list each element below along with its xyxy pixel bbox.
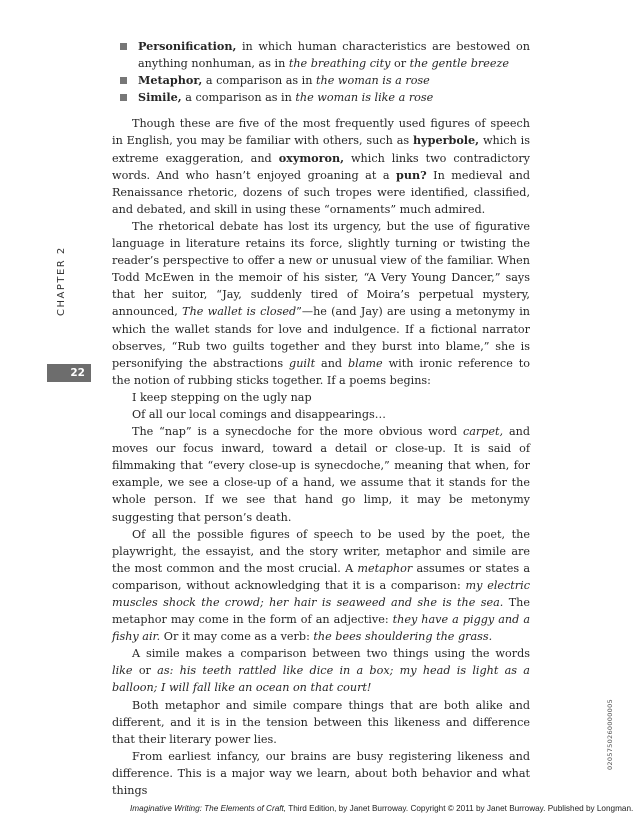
- body-text: [112, 38, 530, 799]
- paragraph: A simile makes a comparison between two things using the words like or as: his teeth rattled like dice in a box; my head is light as a balloon; I will fall like an ocean on that court!: [112, 647, 530, 695]
- chapter-label: CHAPTER 2: [56, 246, 67, 316]
- paragraph: The “nap” is a synecdoche for the more obvious word carpet, and moves our focus inward, toward a detail or close-up. It is said of filmmaking that “every close-up is synecdoche,” meaning that when, for example, we see a close-up of a hand, we assume that it stands for the whole person. If we see that hand go limp, it may be metonymy suggesting that person’s death.: [112, 425, 530, 524]
- paragraph: Of all the possible figures of speech to be used by the poet, the playwright, the essayist, and the story writer, metaphor and simile are the most common and the most crucial. A metaphor assumes or states a comparison, without acknowledging that it is a comparison: my electric muscles shock the crowd; her hair is seaweed and she is the sea. The metaphor may come in the form of an adjective: they have a piggy and a fishy air. Or it may come as a verb: the bees shouldering the grass.: [112, 527, 531, 644]
- paragraph: Though these are five of the most frequently used figures of speech in English, you may be familiar with others, such as hyperbole, which is extreme exaggeration, and oxymoron, which links two contradictory words. And who hasn’t enjoyed groaning at a pun? In medieval and Renaissance rhetoric, dozens of such tropes were identified, classified, and debated, and skill in using these “ornaments” much admired.: [112, 117, 531, 216]
- poem-line: Of all our local comings and disappearings…: [132, 407, 386, 421]
- square-bullet-icon: [120, 94, 127, 101]
- bullet-list: [112, 38, 530, 106]
- square-bullet-icon: [120, 77, 127, 84]
- page-number: 22: [47, 364, 91, 382]
- list-item: Metaphor, a comparison as in the woman is a rose: [112, 72, 530, 89]
- poem-quote: [112, 389, 530, 423]
- list-item: Simile, a comparison as in the woman is like a rose: [112, 89, 530, 106]
- square-bullet-icon: [120, 43, 127, 50]
- paragraph: From earliest infancy, our brains are busy registering likeness and difference. This is a major way we learn, about both behavior and what things: [112, 749, 530, 798]
- poem-line: I keep stepping on the ugly nap: [132, 390, 312, 404]
- side-identifier: 0205750260000005: [606, 699, 614, 770]
- paragraph: Both metaphor and simile compare things that are both alike and different, and it is in the tension between this likeness and difference that their literary power lies.: [112, 698, 530, 746]
- list-item: Personification, in which human characteristics are bestowed on anything nonhuman, as in the breathing city or the gentle breeze: [112, 38, 530, 72]
- copyright-footer: Imaginative Writing: The Elements of Craft, Third Edition, by Janet Burroway. Copyright © 2011 by Janet Burroway. Published by Longman.: [130, 804, 634, 813]
- paragraph: The rhetorical debate has lost its urgency, but the use of figurative language in literature retains its force, slightly turning or twisting the reader’s perspective to offer a new or unusual view of the familiar. When Todd McEwen in the memoir of his sister, “A Very Young Dancer,” says that her suitor, “Jay, suddenly tired of Moira’s perpetual mystery, announced, The wallet is closed”—he (and Jay) are using a metonymy in which the wallet stands for love and indulgence. If a fictional narrator observes, “Rub two guilts together and they burst into blame,” she is personifying the abstractions guilt and blame with ironic reference to the notion of rubbing sticks together. If a poems begins:: [112, 219, 530, 387]
